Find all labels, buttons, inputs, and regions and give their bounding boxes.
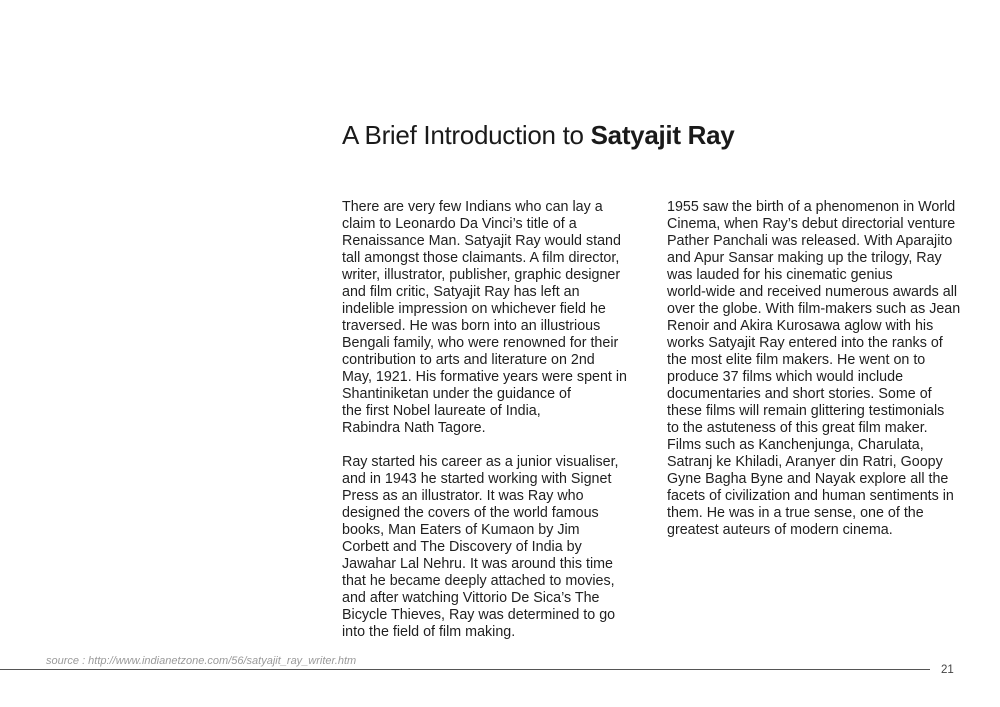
left-paragraph-1: There are very few Indians who can lay a claim to Leonardo Da Vinci’s title of a Renaissance Man. Satyajit Ray would stand tall amongst those claimants. A film director, writer, illustrator, publisher, graphic designer and film critic, Satyajit Ray has left an indelible impression on whichever field he traversed. He was born into an illustrious Bengali family, who were renowned for their contribution to arts and literature on 2nd May, 1921. His formative years were spent in Shantiniketan under the guidance of the first Nobel laureate of India, Rabindra Nath Tagore.: [342, 199, 627, 436]
source-citation: source : http://www.indianetzone.com/56/satyajit_ray_writer.htm: [46, 655, 357, 667]
footer-divider: [0, 669, 930, 670]
page-title: [342, 120, 962, 151]
right-paragraph-1: 1955 saw the birth of a phenomenon in World Cinema, when Ray’s debut directorial venture Pather Panchali was released. With Aparajito and Apur Sansar making up the trilogy, Ray was lauded for his cinematic genius world-wide and received numerous awards all over the globe. With film-makers such as Jean Renoir and Akira Kurosawa aglow with his works Satyajit Ray entered into the ranks of the most elite film makers. He went on to produce 37 films which would include documentaries and short stories. Some of these films will remain glittering testimonials to the astuteness of this great film maker. Films such as Kanchenjunga, Charulata, Satranj ke Khiladi, Aranyer din Ratri, Goopy Gyne Bagha Byne and Nayak explore all the facets of civilization and human sentiments in them. He was in a true sense, one of the greatest auteurs of modern cinema.: [667, 199, 961, 538]
title-name: Satyajit Ray: [590, 120, 735, 150]
title-prefix: A Brief Introduction to: [342, 120, 584, 150]
page-number: 21: [941, 664, 954, 676]
left-paragraph-2: Ray started his career as a junior visualiser, and in 1943 he started working with Signet Press as an illustrator. It was Ray who designed the covers of the world famous books, Man Eaters of Kumaon by Jim Corbett and The Discovery of India by Jawahar Lal Nehru. It was around this time that he became deeply attached to movies, and after watching Vittorio De Sica’s The Bicycle Thieves, Ray was determined to go into the field of film making.: [342, 454, 619, 640]
left-column: [342, 199, 642, 641]
right-column: [667, 199, 977, 539]
